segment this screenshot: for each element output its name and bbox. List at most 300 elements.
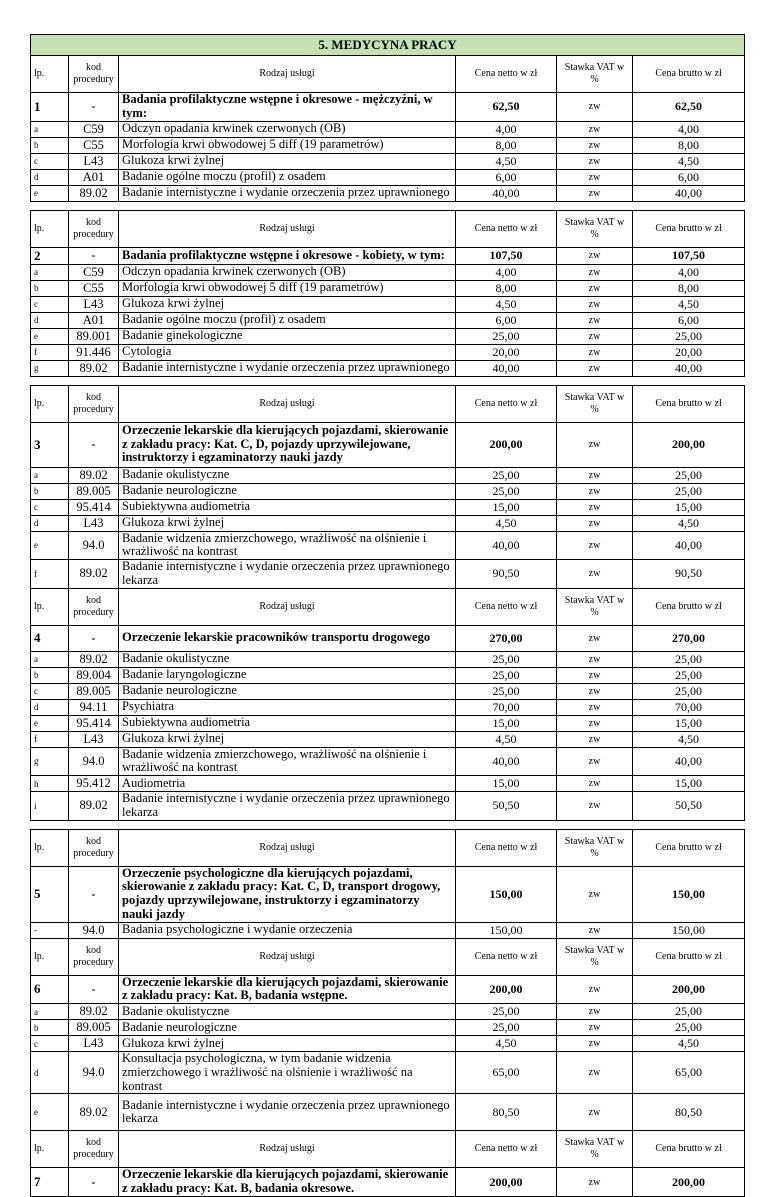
row-vat: zw [557,247,633,264]
row-netto: 25,00 [456,1004,557,1020]
row-desc: Badanie internistyczne i wydanie orzeczenia przez uprawnionego lekarza [119,792,456,821]
row-lp: a [31,651,69,667]
row-lp: d [31,515,69,531]
row-netto: 15,00 [456,715,557,731]
row-kod: L43 [69,153,119,169]
row-desc: Konsultacja psychologiczna, w tym badanie widzenia zmierzchowego i wrażliwość na olśnienie i wrażliwość na kontrast [119,1052,456,1094]
table-row [31,922,745,938]
header-vat: Stawka VAT w % [557,938,633,975]
table-row [31,328,745,344]
row-netto: 150,00 [456,922,557,938]
row-desc: Glukoza krwi żylnej [119,1036,456,1052]
row-lp: 7 [31,1168,69,1197]
row-kod: 94.11 [69,699,119,715]
header-usluga: Rodzaj usługi [119,1131,456,1168]
header-vat: Stawka VAT w % [557,1131,633,1168]
row-kod: 94.0 [69,1052,119,1094]
row-vat: zw [557,185,633,201]
row-netto: 6,00 [456,169,557,185]
row-brutto: 15,00 [633,776,745,792]
row-netto: 8,00 [456,280,557,296]
row-kod: - [69,975,119,1004]
row-desc: Morfologia krwi obwodowej 5 diff (19 parametrów) [119,280,456,296]
row-vat: zw [557,312,633,328]
row-netto: 200,00 [456,975,557,1004]
row-kod: 89.02 [69,185,119,201]
row-netto: 270,00 [456,625,557,651]
row-vat: zw [557,169,633,185]
row-brutto: 6,00 [633,312,745,328]
row-kod: 95.414 [69,715,119,731]
row-desc: Badanie okulistyczne [119,467,456,483]
row-desc: Morfologia krwi obwodowej 5 diff (19 parametrów) [119,137,456,153]
row-brutto: 80,50 [633,1094,745,1131]
row-kod: 89.02 [69,1094,119,1131]
table-row [31,169,745,185]
row-vat: zw [557,137,633,153]
row-brutto: 15,00 [633,715,745,731]
row-vat: zw [557,515,633,531]
row-lp: a [31,264,69,280]
row-desc: Glukoza krwi żylnej [119,515,456,531]
row-lp: b [31,1020,69,1036]
header-usluga: Rodzaj usługi [119,385,456,422]
header-kod: kod procedury [69,210,119,247]
table-row [31,515,745,531]
table-row [31,531,745,560]
table-row [31,667,745,683]
table-row [31,975,745,1004]
table-row [31,715,745,731]
table-row [31,296,745,312]
row-vat: zw [557,1052,633,1094]
row-lp: d [31,312,69,328]
row-vat: zw [557,422,633,467]
row-desc: Badanie okulistyczne [119,1004,456,1020]
header-vat: Stawka VAT w % [557,588,633,625]
row-brutto: 4,50 [633,296,745,312]
row-netto: 40,00 [456,531,557,560]
row-vat: zw [557,747,633,776]
table-row [31,467,745,483]
row-lp: g [31,360,69,376]
row-netto: 40,00 [456,747,557,776]
row-desc: Subiektywna audiometria [119,715,456,731]
row-kod: - [69,625,119,651]
row-netto: 25,00 [456,651,557,667]
header-netto: Cena netto w zł [456,938,557,975]
row-brutto: 25,00 [633,483,745,499]
table-row [31,247,745,264]
header-vat: Stawka VAT w % [557,829,633,866]
row-kod: 89.02 [69,467,119,483]
row-desc: Badanie ogólne moczu (profil) z osadem [119,169,456,185]
row-brutto: 107,50 [633,247,745,264]
row-lp: d [31,169,69,185]
spacer [31,376,745,385]
row-desc: Badanie widzenia zmierzchowego, wrażliwość na olśnienie i wrażliwość na kontrast [119,747,456,776]
row-kod: C55 [69,280,119,296]
row-kod: - [69,866,119,922]
row-netto: 25,00 [456,1020,557,1036]
row-netto: 15,00 [456,776,557,792]
row-lp: - [31,922,69,938]
table-row [31,776,745,792]
row-vat: zw [557,1094,633,1131]
row-desc: Badanie neurologiczne [119,683,456,699]
table-row [31,483,745,499]
row-netto: 20,00 [456,344,557,360]
row-lp: a [31,121,69,137]
table-row [31,264,745,280]
table-row [31,1020,745,1036]
row-kod: 89.005 [69,1020,119,1036]
row-lp: 3 [31,422,69,467]
row-desc: Audiometria [119,776,456,792]
row-desc: Orzeczenie lekarskie dla kierujących pojazdami, skierowanie z zakładu pracy: Kat. B, badania wstępne. [119,975,456,1004]
row-kod: 94.0 [69,531,119,560]
spacer-row [31,201,745,210]
header-vat: Stawka VAT w % [557,210,633,247]
row-netto: 200,00 [456,1168,557,1197]
header-usluga: Rodzaj usługi [119,938,456,975]
header-lp: lp. [31,1131,69,1168]
spacer [31,201,745,210]
row-vat: zw [557,1020,633,1036]
header-kod: kod procedury [69,829,119,866]
row-desc: Badanie neurologiczne [119,1020,456,1036]
row-netto: 25,00 [456,328,557,344]
header-netto: Cena netto w zł [456,56,557,93]
row-netto: 107,50 [456,247,557,264]
row-netto: 80,50 [456,1094,557,1131]
price-table [30,34,745,1197]
row-brutto: 15,00 [633,499,745,515]
header-usluga: Rodzaj usługi [119,829,456,866]
row-brutto: 25,00 [633,1020,745,1036]
table-row [31,185,745,201]
row-kod: L43 [69,1036,119,1052]
row-kod: 89.005 [69,683,119,699]
row-lp: c [31,153,69,169]
row-desc: Badanie internistyczne i wydanie orzeczenia przez uprawnionego lekarza [119,1094,456,1131]
table-row [31,683,745,699]
row-lp: f [31,344,69,360]
row-vat: zw [557,651,633,667]
row-netto: 40,00 [456,360,557,376]
header-netto: Cena netto w zł [456,588,557,625]
table-row [31,1036,745,1052]
header-vat: Stawka VAT w % [557,385,633,422]
header-brutto: Cena brutto w zł [633,829,745,866]
header-brutto: Cena brutto w zł [633,385,745,422]
row-kod: 89.02 [69,560,119,589]
row-kod: C59 [69,264,119,280]
header-netto: Cena netto w zł [456,210,557,247]
row-kod: 89.001 [69,328,119,344]
row-vat: zw [557,280,633,296]
row-lp: 6 [31,975,69,1004]
row-lp: d [31,1052,69,1094]
row-vat: zw [557,1036,633,1052]
header-brutto: Cena brutto w zł [633,210,745,247]
row-brutto: 40,00 [633,185,745,201]
table-row [31,153,745,169]
row-vat: zw [557,121,633,137]
header-netto: Cena netto w zł [456,385,557,422]
header-lp: lp. [31,938,69,975]
row-vat: zw [557,1168,633,1197]
row-kod: 95.414 [69,499,119,515]
table-row [31,747,745,776]
row-desc: Orzeczenie psychologiczne dla kierujących pojazdami, skierowanie z zakładu pracy: Kat. C, D, transport drogowy, pojazdy uprzywilejowane, instruktorzy i egzaminatorzy nauki jazdy [119,866,456,922]
row-lp: e [31,185,69,201]
row-kod: 91.446 [69,344,119,360]
header-lp: lp. [31,210,69,247]
row-netto: 4,50 [456,296,557,312]
row-vat: zw [557,776,633,792]
row-brutto: 20,00 [633,344,745,360]
table-row [31,731,745,747]
row-desc: Badanie ogólne moczu (profil) z osadem [119,312,456,328]
header-kod: kod procedury [69,588,119,625]
row-vat: zw [557,731,633,747]
spacer-row [31,820,745,829]
row-lp: i [31,792,69,821]
header-brutto: Cena brutto w zł [633,938,745,975]
row-brutto: 25,00 [633,651,745,667]
table-row [31,866,745,922]
header-kod: kod procedury [69,385,119,422]
table-row [31,651,745,667]
row-lp: e [31,1094,69,1131]
row-vat: zw [557,483,633,499]
row-vat: zw [557,715,633,731]
row-lp: 5 [31,866,69,922]
row-kod: 89.02 [69,1004,119,1020]
row-lp: 4 [31,625,69,651]
header-netto: Cena netto w zł [456,1131,557,1168]
header-brutto: Cena brutto w zł [633,56,745,93]
header-kod: kod procedury [69,1131,119,1168]
row-vat: zw [557,360,633,376]
row-brutto: 25,00 [633,1004,745,1020]
row-kod: L43 [69,731,119,747]
row-netto: 4,50 [456,515,557,531]
row-desc: Badanie widzenia zmierzchowego, wrażliwość na olśnienie i wrażliwość na kontrast [119,531,456,560]
row-desc: Orzeczenie lekarskie dla kierujących pojazdami, skierowanie z zakładu pracy: Kat. C, D, pojazdy uprzywilejowane, instruktorzy i egzaminatorzy nauki jazdy [119,422,456,467]
row-desc: Badanie okulistyczne [119,651,456,667]
header-row [31,385,745,422]
row-vat: zw [557,625,633,651]
header-row [31,210,745,247]
row-vat: zw [557,699,633,715]
row-netto: 25,00 [456,483,557,499]
row-desc: Cytologia [119,344,456,360]
header-brutto: Cena brutto w zł [633,588,745,625]
row-brutto: 4,50 [633,1036,745,1052]
row-vat: zw [557,560,633,589]
row-vat: zw [557,344,633,360]
row-netto: 25,00 [456,683,557,699]
row-brutto: 62,50 [633,93,745,122]
header-row [31,938,745,975]
row-desc: Badania profilaktyczne wstępne i okresowe - kobiety, w tym: [119,247,456,264]
row-netto: 25,00 [456,667,557,683]
row-desc: Subiektywna audiometria [119,499,456,515]
row-lp: f [31,560,69,589]
table-row [31,625,745,651]
row-netto: 50,50 [456,792,557,821]
header-row [31,829,745,866]
header-kod: kod procedury [69,938,119,975]
row-kod: 89.02 [69,360,119,376]
section-title: 5. MEDYCYNA PRACY [31,35,745,56]
table-row [31,360,745,376]
row-netto: 8,00 [456,137,557,153]
table-row [31,1004,745,1020]
row-brutto: 50,50 [633,792,745,821]
row-vat: zw [557,1004,633,1020]
row-brutto: 270,00 [633,625,745,651]
row-lp: c [31,499,69,515]
row-vat: zw [557,866,633,922]
row-brutto: 40,00 [633,531,745,560]
row-brutto: 4,00 [633,121,745,137]
row-lp: a [31,467,69,483]
table-row [31,344,745,360]
row-brutto: 40,00 [633,747,745,776]
row-brutto: 65,00 [633,1052,745,1094]
table-row [31,1168,745,1197]
header-lp: lp. [31,829,69,866]
header-kod: kod procedury [69,56,119,93]
row-desc: Orzeczenie lekarskie pracowników transportu drogowego [119,625,456,651]
row-kod: 89.02 [69,651,119,667]
table-row [31,121,745,137]
row-brutto: 4,50 [633,731,745,747]
row-lp: c [31,296,69,312]
row-desc: Odczyn opadania krwinek czerwonych (OB) [119,121,456,137]
row-kod: - [69,93,119,122]
row-desc: Badanie neurologiczne [119,483,456,499]
table-row [31,312,745,328]
row-vat: zw [557,922,633,938]
row-kod: 94.0 [69,747,119,776]
row-kod: - [69,1168,119,1197]
row-lp: f [31,731,69,747]
header-lp: lp. [31,588,69,625]
row-kod: 95.412 [69,776,119,792]
row-desc: Orzeczenie lekarskie dla kierujących pojazdami, skierowanie z zakładu pracy: Kat. B, badania okresowe. [119,1168,456,1197]
row-netto: 4,50 [456,731,557,747]
row-kod: 89.02 [69,792,119,821]
row-vat: zw [557,499,633,515]
row-kod: L43 [69,296,119,312]
row-kod: - [69,247,119,264]
row-desc: Badanie internistyczne i wydanie orzeczenia przez uprawnionego [119,185,456,201]
row-kod: A01 [69,169,119,185]
row-vat: zw [557,467,633,483]
row-brutto: 200,00 [633,1168,745,1197]
row-brutto: 200,00 [633,975,745,1004]
row-kod: L43 [69,515,119,531]
row-vat: zw [557,975,633,1004]
row-desc: Glukoza krwi żylnej [119,153,456,169]
header-row [31,1131,745,1168]
row-brutto: 150,00 [633,922,745,938]
row-desc: Badania profilaktyczne wstępne i okresowe - mężczyźni, w tym: [119,93,456,122]
header-usluga: Rodzaj usługi [119,588,456,625]
table-row [31,699,745,715]
header-row [31,56,745,93]
spacer-row [31,376,745,385]
row-netto: 4,50 [456,1036,557,1052]
row-brutto: 25,00 [633,667,745,683]
row-vat: zw [557,264,633,280]
table-row [31,1094,745,1131]
row-kod: 94.0 [69,922,119,938]
row-brutto: 40,00 [633,360,745,376]
header-lp: lp. [31,385,69,422]
table-row [31,422,745,467]
row-lp: b [31,137,69,153]
row-kod: C59 [69,121,119,137]
table-row [31,792,745,821]
row-lp: 1 [31,93,69,122]
row-lp: 2 [31,247,69,264]
spacer [31,820,745,829]
row-kod: A01 [69,312,119,328]
row-lp: a [31,1004,69,1020]
row-brutto: 6,00 [633,169,745,185]
row-netto: 4,50 [456,153,557,169]
row-brutto: 4,50 [633,515,745,531]
row-netto: 70,00 [456,699,557,715]
row-vat: zw [557,328,633,344]
row-vat: zw [557,296,633,312]
table-row [31,93,745,122]
table-row [31,137,745,153]
row-desc: Badanie internistyczne i wydanie orzeczenia przez uprawnionego [119,360,456,376]
row-brutto: 25,00 [633,467,745,483]
row-netto: 62,50 [456,93,557,122]
row-lp: d [31,699,69,715]
row-vat: zw [557,683,633,699]
row-desc: Badanie internistyczne i wydanie orzeczenia przez uprawnionego lekarza [119,560,456,589]
row-desc: Psychiatra [119,699,456,715]
row-netto: 4,00 [456,264,557,280]
row-netto: 15,00 [456,499,557,515]
row-vat: zw [557,792,633,821]
row-kod: - [69,422,119,467]
row-desc: Badanie ginekologiczne [119,328,456,344]
row-desc: Badania psychologiczne i wydanie orzeczenia [119,922,456,938]
row-netto: 25,00 [456,467,557,483]
row-netto: 65,00 [456,1052,557,1094]
row-netto: 200,00 [456,422,557,467]
row-lp: e [31,328,69,344]
row-kod: 89.005 [69,483,119,499]
table-row [31,1052,745,1094]
row-netto: 150,00 [456,866,557,922]
row-netto: 40,00 [456,185,557,201]
row-netto: 6,00 [456,312,557,328]
row-vat: zw [557,531,633,560]
row-brutto: 200,00 [633,422,745,467]
row-lp: c [31,683,69,699]
row-brutto: 150,00 [633,866,745,922]
